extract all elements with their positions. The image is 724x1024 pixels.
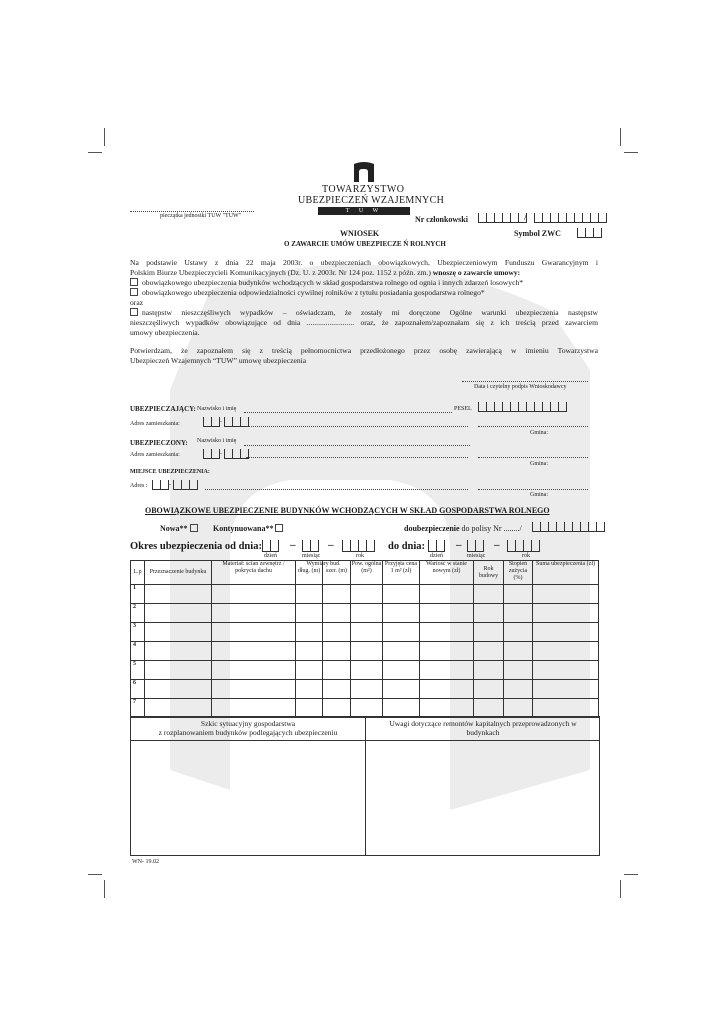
option-liability-label: obowiązkowego ubezpieczenia odpowiedzialności cywilnej rolników z tytułu posiadania gospodarstwa rolnego*: [142, 288, 485, 297]
place-label: MIEJSCE UBEZPIECZENIA:: [130, 469, 210, 475]
from-year-caption: rok: [356, 553, 364, 559]
insured-name-field[interactable]: [244, 445, 470, 446]
remarks-header: [366, 717, 600, 741]
member-number-boxes-a[interactable]: [478, 213, 527, 223]
section-title: OBOWIĄZKOWE UBEZPIECZENIE BUDYNKÓW WCHODZĄCYCH W SKŁAD GOSPODARSTWA ROLNEGO: [145, 506, 550, 515]
row-number: 6: [131, 680, 145, 699]
top-up-option[interactable]: [404, 524, 522, 533]
crop-mark: [88, 874, 102, 875]
to-month-caption: miesiąc: [467, 553, 486, 559]
member-number-sep: /: [524, 211, 528, 223]
place-gmina-field[interactable]: [478, 489, 588, 490]
insurer-name-field[interactable]: [244, 412, 452, 413]
dash: –: [456, 539, 462, 551]
to-day-boxes[interactable]: [428, 540, 445, 552]
intro-request: wnoszę o zawarcie umowy:: [432, 268, 521, 277]
col-year: Rok budowy: [474, 561, 504, 585]
dash: –: [494, 539, 500, 551]
row-number: 5: [131, 661, 145, 680]
col-width-label: szer. (m): [326, 568, 347, 574]
signature-line[interactable]: [462, 381, 588, 382]
intro-line2-text: Polskim Biurze Ubezpieczycieli Komunikacyjnych (Dz. U. z 2003r. Nr 124 poz. 1152 z późn. zm.): [130, 268, 433, 277]
insured-name-label: Nazwisko i imię: [197, 438, 237, 444]
continued-option[interactable]: [213, 524, 287, 533]
remarks-area[interactable]: [365, 717, 600, 855]
row-number: 7: [131, 699, 145, 718]
top-up-label: doubezpieczenie: [404, 524, 460, 533]
oraz-label: oraz: [130, 298, 144, 307]
checkbox[interactable]: [275, 524, 283, 532]
form-title: WNIOSEK: [340, 229, 380, 238]
remarks-title-line1: Uwagi dotyczące remontów kapitalnych przeprowadzonych w: [389, 719, 577, 728]
table-row[interactable]: [131, 699, 599, 718]
to-year-caption: rok: [522, 553, 530, 559]
from-day-boxes[interactable]: [262, 540, 279, 552]
table-row[interactable]: [131, 642, 599, 661]
confirm-line2: Ubezpieczeń Wzajemnych “TUW” umowę ubezpieczenia: [130, 356, 307, 365]
member-number-label: Nr członkowski: [415, 215, 468, 224]
dash: –: [328, 539, 334, 551]
crop-mark: [620, 880, 621, 898]
to-month-boxes[interactable]: [467, 540, 484, 552]
option-fire[interactable]: [130, 278, 598, 288]
option-accident-line3: umowy ubezpieczenia.: [130, 328, 200, 337]
policy-number-boxes[interactable]: [532, 522, 605, 532]
buildings-table: [130, 560, 599, 718]
new-option-label: Nowa**: [160, 524, 188, 533]
col-lp: L.p: [131, 561, 145, 585]
insured-address-label: Adres zamieszkania:: [130, 452, 180, 458]
period-label: Okres ubezpieczenia od dnia:: [130, 541, 262, 552]
dims-header: Wymiary bud.: [306, 561, 341, 567]
crop-mark: [88, 152, 102, 153]
dash: –: [290, 539, 296, 551]
postcode-dash: -: [169, 482, 171, 488]
insurer-label: UBEZPIECZAJĄCY:: [130, 405, 196, 413]
intro-block: [130, 258, 598, 366]
table-row[interactable]: [131, 623, 599, 642]
insurer-name-label: Nazwisko i imię: [197, 406, 237, 412]
from-year-boxes[interactable]: [342, 540, 375, 552]
to-day-caption: dzień: [430, 553, 443, 559]
col-length-label: dług. (m): [297, 568, 321, 574]
insured-gmina-label: Gmina:: [530, 461, 548, 467]
row-number: 3: [131, 623, 145, 642]
pesel-label: PESEL: [454, 406, 472, 412]
table-row[interactable]: [131, 604, 599, 623]
insured-gmina-field[interactable]: [478, 457, 588, 458]
symbol-zwc-boxes[interactable]: [577, 228, 602, 238]
crop-mark: [104, 880, 105, 898]
place-address-field[interactable]: [205, 489, 468, 490]
intro-line2: [130, 268, 598, 278]
checkbox[interactable]: [130, 278, 138, 286]
new-option[interactable]: [160, 524, 202, 533]
insured-label: UBEZPIECZONY:: [130, 439, 188, 447]
insurer-gmina-label: Gmina:: [530, 430, 548, 436]
option-accident-line2: nieszczęśliwych wypadków obowiązujące od dnia ......................... oraz, że zapoznałem/zapoznałam się z ich treścią przed zawarciem: [130, 318, 598, 327]
continued-option-label: Kontynuowana**: [213, 524, 274, 533]
sketch-title-line1: Szkic sytuacyjny gospodarstwa: [200, 719, 296, 728]
row-number: 4: [131, 642, 145, 661]
sketch-header: [131, 717, 365, 741]
table-row[interactable]: [131, 680, 599, 699]
row-number: 1: [131, 585, 145, 604]
place-gmina-label: Gmina:: [530, 492, 548, 498]
insurer-gmina-field[interactable]: [478, 426, 588, 427]
col-area: Pow. ogólna (m²): [351, 561, 383, 585]
option-accident-label: następstw nieszczęśliwych wypadków – oświadczam, że zostały mi doręczone Ogólne warunki ubezpieczenia następstw: [142, 308, 598, 317]
period-to-label: do dnia:: [388, 541, 426, 552]
place-address-label: Adres :: [130, 483, 148, 489]
postcode-dash: -: [220, 451, 222, 457]
form-code: WN- 19.02: [132, 859, 159, 865]
logo-line2: UBEZPIECZEŃ WZAJEMNYCH: [298, 195, 445, 206]
pesel-boxes[interactable]: [478, 402, 567, 412]
place-postcode-a[interactable]: [152, 480, 169, 490]
col-price: Przyjęta cena 1 m² (zł): [383, 561, 420, 585]
sketch-remarks-box: [130, 716, 600, 856]
option-accident[interactable]: [130, 308, 598, 318]
tuw-logo-icon: [350, 160, 378, 184]
remarks-title-line2: budynkach: [466, 728, 500, 737]
insured-postcode-a[interactable]: [203, 449, 220, 459]
col-material: Materiał: ścian zewnętrz / pokrycia dachu: [212, 561, 296, 585]
checkbox[interactable]: [130, 288, 138, 296]
row-number: 2: [131, 604, 145, 623]
member-number-boxes-b[interactable]: [534, 213, 607, 223]
option-liability[interactable]: [130, 288, 598, 298]
to-year-boxes[interactable]: [507, 540, 540, 552]
stamp-line: [130, 211, 254, 212]
from-month-boxes[interactable]: [302, 540, 319, 552]
stamp-label: pieczątka jednostki TUW "TUW": [160, 213, 242, 219]
checkbox[interactable]: [190, 524, 198, 532]
postcode-dash: -: [220, 419, 222, 425]
checkbox[interactable]: [130, 308, 138, 316]
symbol-zwc-label: Symbol ZWC: [514, 229, 561, 238]
insurer-address-label: Adres zamieszkania:: [130, 421, 180, 427]
insured-address-field[interactable]: [246, 457, 468, 458]
sketch-title-line2: z rozplanowaniem budynków podlegających ubezpieczeniu: [158, 728, 338, 737]
table-header-row: [131, 561, 599, 585]
col-value: Wartość w stanie nowym (zł): [420, 561, 474, 585]
sketch-area[interactable]: [131, 717, 365, 855]
table-row[interactable]: [131, 585, 599, 604]
col-wear: Stopień zużycia (%): [504, 561, 533, 585]
place-postcode-b[interactable]: [173, 480, 198, 490]
insurer-address-field[interactable]: [246, 426, 468, 427]
confirm-line1: Potwierdzam, że zapoznałem się z treścią pełnomocnictwa przedłożonego przez osobę zawierającą w imieniu Towarzystwa: [130, 346, 598, 355]
crop-mark: [624, 874, 638, 875]
form-subtitle: O ZAWARCIE UMÓW UBEZPIECZE Ń ROLNYCH: [284, 240, 446, 248]
logo-band: T U W: [318, 207, 410, 215]
crop-mark: [104, 128, 105, 146]
col-sum: Suma ubezpieczenia (zł): [533, 561, 599, 585]
table-row[interactable]: [131, 661, 599, 680]
col-purpose: Przeznaczenie budynku: [145, 561, 212, 585]
from-month-caption: miesiąc: [302, 553, 321, 559]
insurer-postcode-a[interactable]: [203, 417, 220, 427]
option-fire-label: obowiązkowego ubezpieczenia budynków wchodzących w skład gospodarstwa rolnego od ognia i innych zdarzeń losowych*: [142, 278, 524, 287]
crop-mark: [620, 128, 621, 146]
logo-line1: TOWARZYSTWO: [322, 184, 405, 195]
from-day-caption: dzień: [264, 553, 277, 559]
crop-mark: [624, 152, 638, 153]
signature-label: Data i czytelny podpis Wnioskodawcy: [474, 384, 567, 390]
top-up-policy-label: do polisy Nr ......../: [459, 524, 522, 533]
intro-line1: Na podstawie Ustawy z dnia 22 maja 2003r. o ubezpieczeniach obowiązkowych, Ubezpieczeniowym Funduszu Gwarancyjnym i: [130, 258, 598, 267]
